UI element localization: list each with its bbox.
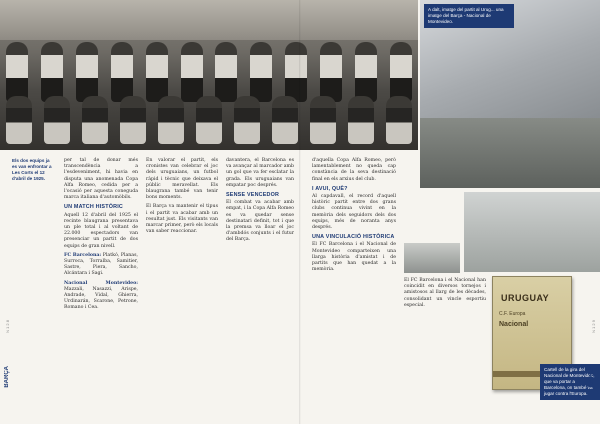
caption-bottom-right: Cartell de la gira del Nacional de Montevideo, que va portar a Barcelona, on també va jugar contra l'Europa. [540, 364, 600, 400]
back-row-players [0, 42, 418, 102]
column-3 [226, 158, 294, 247]
col4-heading-1: I AVUI, QUÈ? [312, 185, 348, 192]
page-number-left: N 1 2 8 [5, 320, 10, 333]
nacional-label: Nacional Montevideo: [64, 280, 138, 286]
col5-paragraph: El FC Barcelona i el Nacional han coincidit en diversos tornejos i amistosos al llarg de les dècades, consolidant un vincle esportiu especial. [404, 278, 486, 308]
column-2 [146, 158, 218, 238]
pitch [420, 118, 600, 188]
poster-line-2: Nacional [499, 321, 529, 328]
col1-intro: per tal de donar més transcendència a l'esdeveniment, hi havia en disputa una anomenada Copa Alfa Romeo, cedida per a l'ocasió per aquesta coneguda marca italiana d'automòbils. [64, 158, 138, 201]
col2-paragraph-2: El Barça va mantenir el tipus i el partit va acabar amb un resultat just. Els visitants van marcar primer, però els locals van saber reaccionar. [146, 204, 218, 235]
poster-line-1: C.F. Europa [499, 311, 526, 317]
page-gutter [299, 0, 301, 424]
col1-heading: UN MATCH HISTÒRIC [64, 204, 123, 211]
column-1 [64, 158, 138, 315]
team-photo [0, 0, 418, 150]
barca-label: FC Barcelona: [64, 252, 102, 258]
col2-paragraph-1: En valorar el partit, els cronistes van celebrar el joc dels uruguaians, un futbol ràpid i tècnic que deixava el públic meravellat. Els blaugrana també van tenir bons moments. [146, 158, 218, 201]
match-photo-small [404, 243, 460, 273]
col3-paragraph-1: davantera, el Barcelona es va avançar al marcador amb un gol que va fer esclatar la grada. Els uruguaians van empatar poc després. [226, 158, 294, 188]
front-row-players [0, 96, 418, 144]
brand-left: BARÇA [4, 366, 10, 388]
barca-lineup [64, 253, 138, 278]
nacional-lineup [64, 281, 138, 312]
match-photo-top [420, 0, 600, 188]
caption-top-right: A dalt, imatge del partit al Urug... una imatge del Barça - Nacional de Montevideo. [424, 4, 514, 28]
column-5 [404, 278, 486, 312]
caption-left: Els dos equips ja es van enfrontar a Les Corts el 12 d'abril de 1925. [12, 158, 52, 181]
nacional-players: Mazzali, Nasazzi, Arispe, Andrade, Vidal, Ghierra, Urdinarán, Scarone, Petrone, Romano i Cea. [64, 286, 138, 311]
col4-paragraph-1: d'aquella Copa Alfa Romeo, però lamentablement no queda cap constància de la seva destinació final en els arxius del club. [312, 158, 396, 182]
col4-paragraph-2: Al capdavall, el record d'aquell històric partit entre dos grans clubs continua vivint en la memòria dels seguidors dels dos equips, més de noranta anys després. [312, 194, 396, 231]
column-4 [312, 158, 396, 276]
col4-paragraph-3: El FC Barcelona i el Nacional de Montevideo comparteixen una llarga història d'amistat i de partits que han quedat a la memòria. [312, 242, 396, 273]
poster-title: URUGUAY [501, 293, 550, 303]
page-number-right: N 1 2 9 [591, 320, 596, 333]
col1-paragraph: Aquell 12 d'abril del 1925 el recinte blaugrana presentava un ple total i al voltant de 22.000 espectadors van presenciar un partit de dos equips de gran nivell. [64, 212, 138, 249]
photo-background [0, 0, 418, 40]
brand-right: BARÇA [589, 366, 595, 388]
barca-players: Platkó, Planas, Surroca, Torralba, Samitier, Sastre, Piera, Sancho, Alcántara i Sagi. [64, 252, 138, 277]
col3-paragraph-2: El combat va acabar amb empat, i la Copa Alfa Romeo es va quedar sense destinatari definit, tot i que la premsa va lloar el joc d'ambdós conjunts i el futur del Barça. [226, 200, 294, 243]
col4-heading-2: UNA VINCULACIÓ HISTÒRICA [312, 234, 395, 241]
col3-heading: SENSE VENCEDOR [226, 192, 280, 199]
match-photo-right [464, 192, 600, 272]
